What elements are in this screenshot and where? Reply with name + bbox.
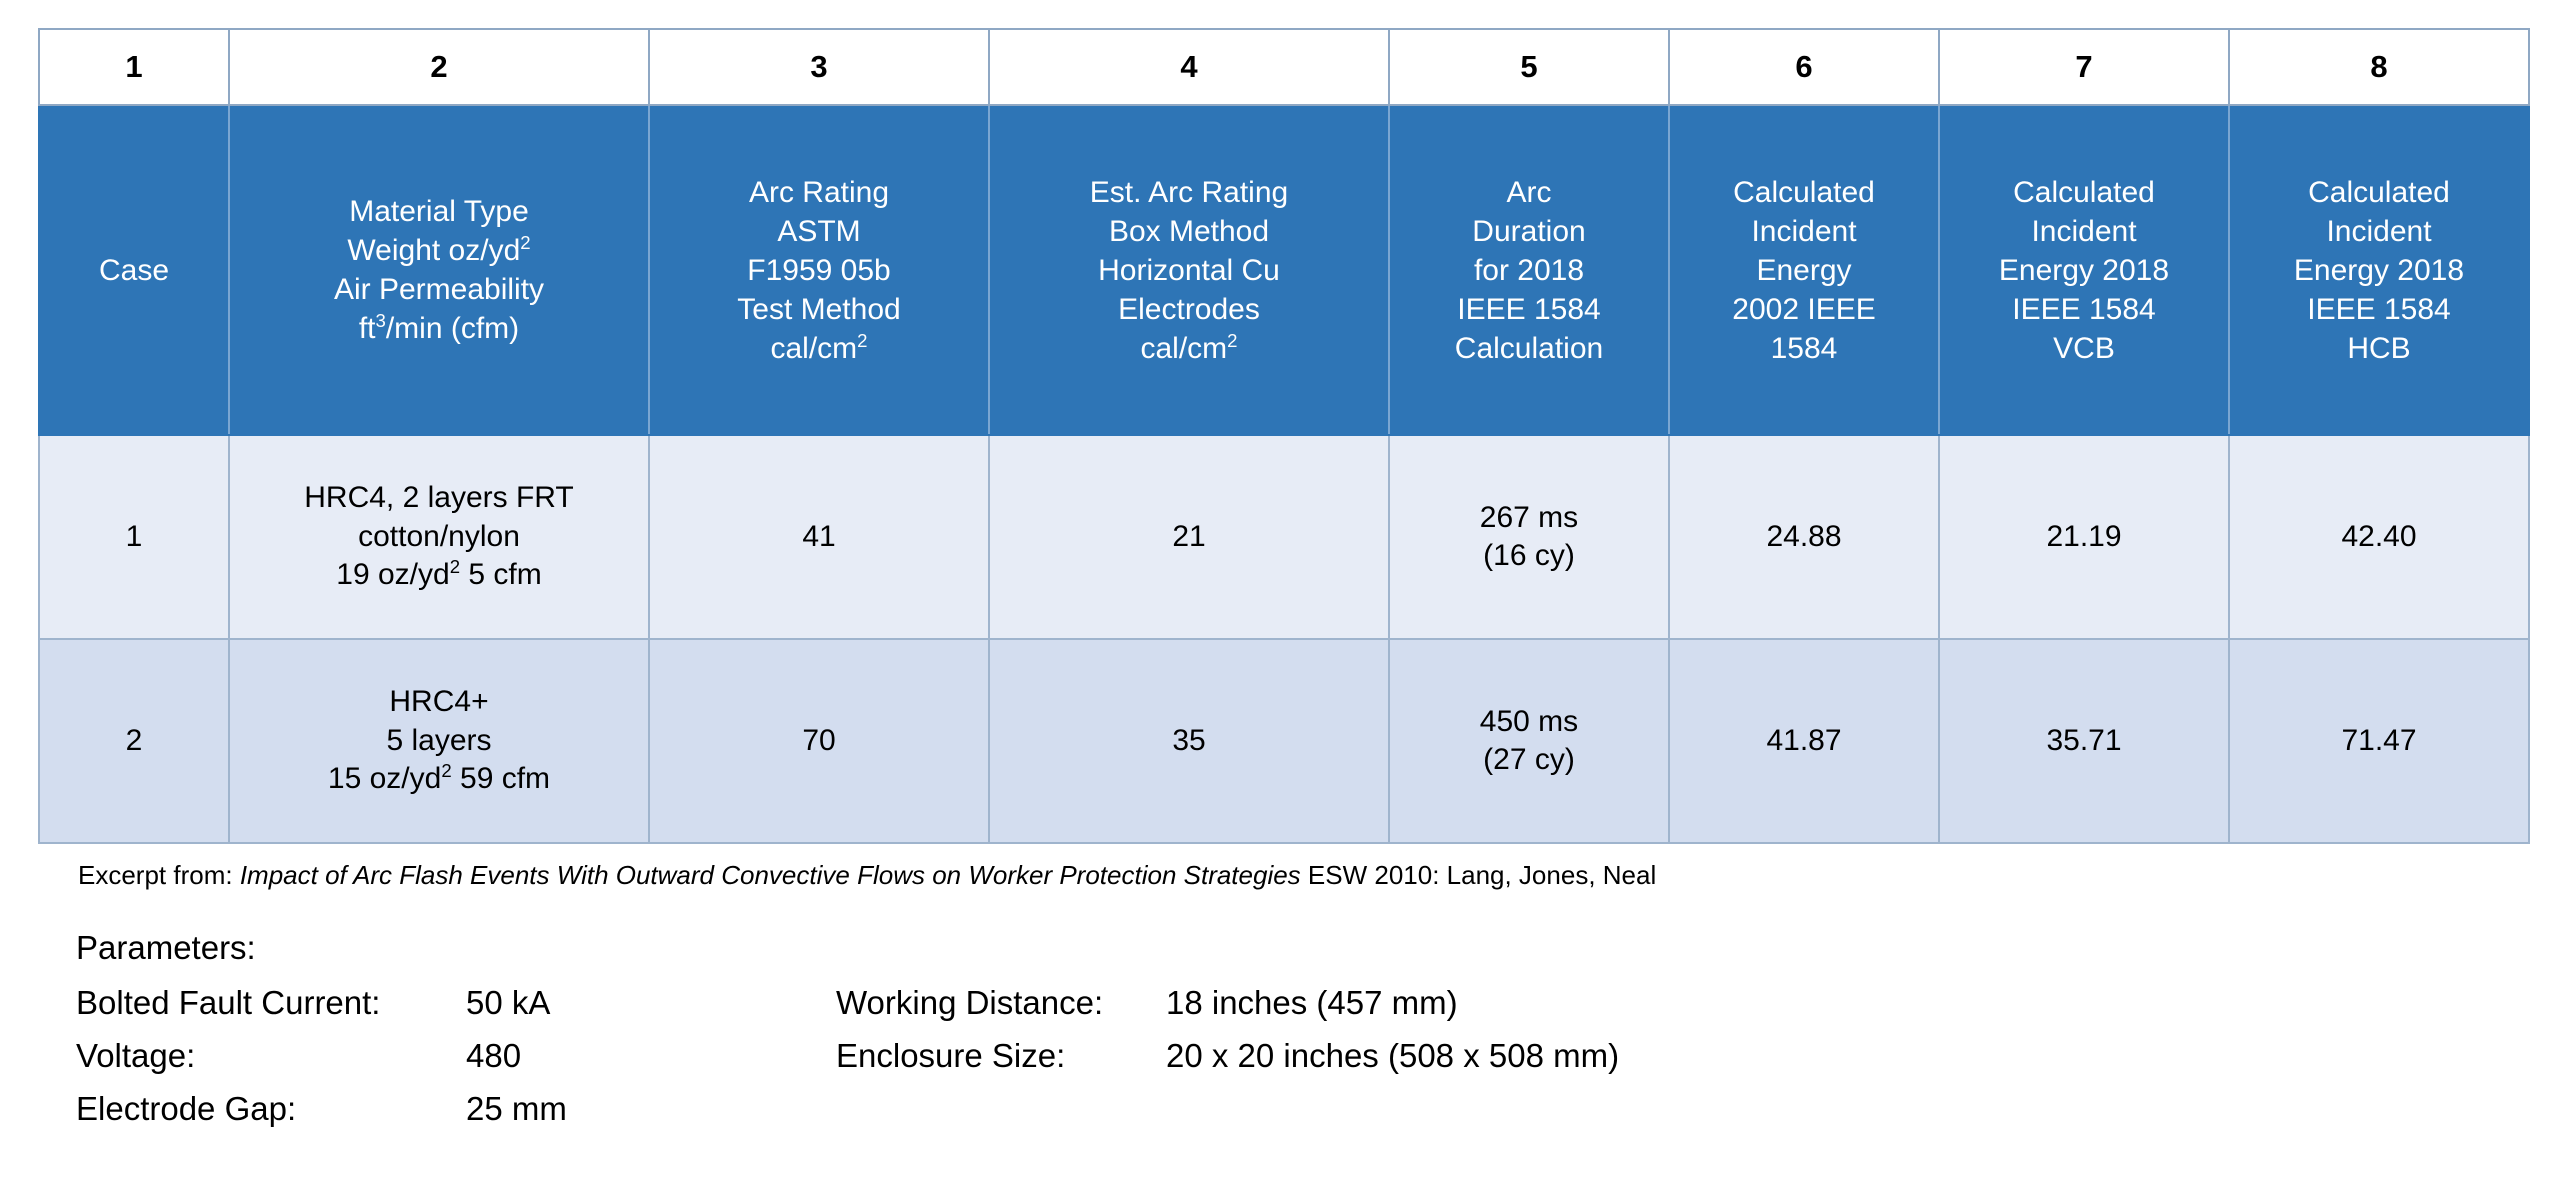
caption-title: Impact of Arc Flash Events With Outward Convective Flows on Worker Protection Strategies xyxy=(239,860,1301,890)
header-material-line4-sup: 3 xyxy=(375,310,386,331)
header-arc-rating-line5-text: cal/cm xyxy=(770,331,858,365)
header-incident-energy-2018-vcb xyxy=(1939,105,2229,435)
column-number-4: 4 xyxy=(989,29,1389,105)
row2-material-line3-text: 15 oz/yd xyxy=(327,762,442,796)
header-ie2002-line2: Incident xyxy=(1751,214,1857,248)
header-ie2018vcb-line4: IEEE 1584 xyxy=(2012,292,2156,326)
parameter-working-distance-value: 18 inches (457 mm) xyxy=(1166,984,1458,1022)
parameter-voltage-value: 480 xyxy=(466,1037,522,1075)
row2-ie-2018-vcb: 35.71 xyxy=(1939,639,2229,843)
row1-ie-2002: 24.88 xyxy=(1669,435,1939,639)
header-ie2018hcb-line1: Calculated xyxy=(2308,175,2450,209)
parameter-bolted-fault-current xyxy=(76,984,836,1022)
row2-material-line1: HRC4+ xyxy=(389,685,489,719)
row1-material-line3-text2: 5 cfm xyxy=(460,558,542,592)
header-arc-duration-line4: IEEE 1584 xyxy=(1457,292,1601,326)
header-material-line2-sup: 2 xyxy=(520,232,531,253)
header-arc-rating-line4: Test Method xyxy=(737,292,901,326)
header-ie2018vcb-line1: Calculated xyxy=(2013,175,2155,209)
row2-ie-2002: 41.87 xyxy=(1669,639,1939,843)
caption-prefix: Excerpt from: xyxy=(78,860,240,890)
row1-case: 1 xyxy=(39,435,229,639)
column-number-1: 1 xyxy=(39,29,229,105)
parameters-row xyxy=(76,1037,2524,1075)
header-case xyxy=(39,105,229,435)
header-material-line3: Air Permeability xyxy=(333,273,545,306)
row1-material-line1: HRC4, 2 layers FRT xyxy=(304,481,574,515)
table-row xyxy=(39,435,2529,639)
header-ie2002-line3: Energy xyxy=(1756,253,1852,287)
parameters-section xyxy=(76,929,2524,1128)
header-est-arc-line5-text: cal/cm xyxy=(1140,331,1228,365)
parameter-electrode-gap-label: Electrode Gap: xyxy=(76,1090,297,1128)
header-ie2002-line1: Calculated xyxy=(1733,175,1875,209)
parameter-bolted-fault-current-label: Bolted Fault Current: xyxy=(76,984,381,1022)
row1-material xyxy=(229,435,649,639)
header-ie2018vcb-line5: VCB xyxy=(2053,331,2115,365)
header-ie2018hcb-line3: Energy 2018 xyxy=(2293,253,2465,287)
header-ie2002-line4: 2002 IEEE xyxy=(1732,292,1876,326)
column-number-5: 5 xyxy=(1389,29,1669,105)
header-est-arc-line5 xyxy=(998,329,1380,368)
header-arc-rating-line5-sup: 2 xyxy=(857,329,868,351)
row1-arc-rating-astm: 41 xyxy=(649,435,989,639)
row2-arc-duration-line1: 450 ms xyxy=(1479,704,1579,738)
header-ie2018hcb-line5: HCB xyxy=(2347,331,2411,365)
header-est-arc-line4: Electrodes xyxy=(1118,292,1260,326)
column-number-7: 7 xyxy=(1939,29,2229,105)
row2-arc-duration-line2: (27 cy) xyxy=(1483,743,1575,776)
parameter-enclosure-size xyxy=(836,1037,1620,1075)
header-material-line4 xyxy=(238,309,640,348)
header-material-line4-text2: /min (cfm) xyxy=(385,312,520,345)
parameter-enclosure-size-label: Enclosure Size: xyxy=(836,1037,1066,1075)
row2-case: 2 xyxy=(39,639,229,843)
parameters-title: Parameters: xyxy=(76,929,256,967)
header-est-arc-line1: Est. Arc Rating xyxy=(1089,175,1289,209)
row2-material-line3-sup: 2 xyxy=(441,760,452,782)
row2-arc-duration xyxy=(1389,639,1669,843)
column-number-8: 8 xyxy=(2229,29,2529,105)
header-ie2018vcb-line2: Incident xyxy=(2031,214,2137,248)
parameter-bolted-fault-current-value: 50 kA xyxy=(466,984,551,1022)
row1-ie-2018-hcb: 42.40 xyxy=(2229,435,2529,639)
parameters-row xyxy=(76,984,2524,1022)
parameters-row xyxy=(76,1090,2524,1128)
header-material-line2 xyxy=(238,231,640,270)
parameter-working-distance-label: Working Distance: xyxy=(836,984,1104,1022)
row2-est-arc-rating-box: 35 xyxy=(989,639,1389,843)
table-header-row xyxy=(39,105,2529,435)
header-arc-rating-astm xyxy=(649,105,989,435)
header-est-arc-line5-sup: 2 xyxy=(1227,329,1238,351)
parameter-electrode-gap-value: 25 mm xyxy=(466,1090,567,1128)
header-incident-energy-2018-hcb xyxy=(2229,105,2529,435)
header-arc-rating-line5 xyxy=(658,329,980,368)
header-ie2018hcb-line2: Incident xyxy=(2326,214,2432,248)
row2-material-line3 xyxy=(238,760,640,798)
row1-material-line3 xyxy=(238,556,640,594)
row1-material-line2: cotton/nylon xyxy=(358,519,520,553)
parameter-working-distance xyxy=(836,984,1458,1022)
row2-material xyxy=(229,639,649,843)
header-est-arc-line3: Horizontal Cu xyxy=(1098,253,1280,287)
header-ie2018vcb-line3: Energy 2018 xyxy=(1998,253,2170,287)
parameter-voltage-label: Voltage: xyxy=(76,1037,196,1075)
header-arc-duration-line3: for 2018 xyxy=(1473,253,1585,287)
header-material-line1: Material Type xyxy=(349,195,529,228)
column-number-3: 3 xyxy=(649,29,989,105)
row1-material-line3-text: 19 oz/yd xyxy=(336,558,450,592)
parameter-voltage xyxy=(76,1037,836,1075)
table-column-number-row xyxy=(39,29,2529,105)
row1-ie-2018-vcb: 21.19 xyxy=(1939,435,2229,639)
header-ie2002-line5: 1584 xyxy=(1770,331,1838,365)
parameter-electrode-gap xyxy=(76,1090,836,1128)
header-arc-rating-line2: ASTM xyxy=(777,214,861,248)
header-arc-duration-line5: Calculation xyxy=(1454,331,1604,365)
table-source-caption xyxy=(78,860,2524,891)
header-material-type xyxy=(229,105,649,435)
row2-material-line2: 5 layers xyxy=(386,723,492,757)
caption-suffix: ESW 2010: Lang, Jones, Neal xyxy=(1300,860,1657,890)
row1-arc-duration xyxy=(1389,435,1669,639)
header-case-line1: Case xyxy=(98,253,170,287)
column-number-2: 2 xyxy=(229,29,649,105)
row1-est-arc-rating-box: 21 xyxy=(989,435,1389,639)
header-arc-duration-line1: Arc xyxy=(1506,175,1552,209)
header-arc-rating-line3: F1959 05b xyxy=(747,253,891,287)
row1-arc-duration-line2: (16 cy) xyxy=(1483,539,1575,572)
arc-flash-data-table xyxy=(38,28,2530,844)
row2-ie-2018-hcb: 71.47 xyxy=(2229,639,2529,843)
column-number-6: 6 xyxy=(1669,29,1939,105)
parameter-enclosure-size-value: 20 x 20 inches (508 x 508 mm) xyxy=(1166,1037,1620,1075)
row2-arc-rating-astm: 70 xyxy=(649,639,989,843)
header-material-line2-text: Weight oz/yd xyxy=(347,234,521,267)
header-material-line4-text: ft xyxy=(358,312,376,345)
row1-arc-duration-line1: 267 ms xyxy=(1479,500,1579,534)
header-incident-energy-2002 xyxy=(1669,105,1939,435)
header-est-arc-rating-box xyxy=(989,105,1389,435)
header-arc-duration-line2: Duration xyxy=(1472,214,1586,248)
header-est-arc-line2: Box Method xyxy=(1108,214,1270,248)
header-ie2018hcb-line4: IEEE 1584 xyxy=(2307,292,2451,326)
header-arc-rating-line1: Arc Rating xyxy=(748,175,890,209)
row2-material-line3-text2: 59 cfm xyxy=(451,762,551,796)
row1-material-line3-sup: 2 xyxy=(449,556,461,578)
header-arc-duration xyxy=(1389,105,1669,435)
table-row xyxy=(39,639,2529,843)
